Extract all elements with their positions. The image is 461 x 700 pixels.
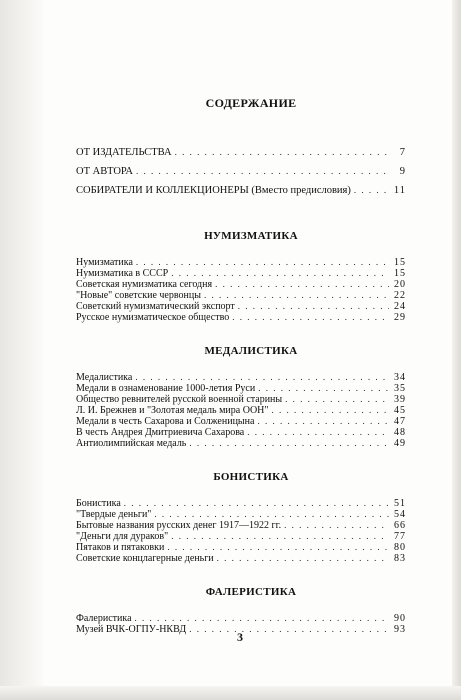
toc-entry-label: Медалистика	[76, 372, 133, 383]
page-edge	[452, 0, 461, 700]
dot-leader	[232, 312, 389, 323]
toc-entry-label: Л. И. Брежнев и "Золотая медаль мира ООН"	[76, 405, 269, 416]
section-entries	[76, 498, 406, 564]
toc-entry-label: В честь Андрея Дмитриевича Сахарова	[76, 427, 245, 438]
toc-entry-page: 48	[394, 427, 406, 438]
toc-entry-label: Музей ВЧК-ОГПУ-НКВД	[76, 624, 187, 635]
dot-leader	[135, 372, 389, 383]
toc-entry-page: 93	[394, 624, 406, 635]
toc-entry-label: Пятаков и пятаковки	[76, 542, 165, 553]
dot-leader	[215, 279, 389, 290]
toc-entry	[76, 531, 406, 542]
dot-leader	[189, 438, 389, 449]
dot-leader	[217, 553, 389, 564]
dot-leader	[247, 427, 389, 438]
toc-entry-label: "Деньги для дураков"	[76, 531, 169, 542]
toc-entry-label: Фалеристика	[76, 613, 132, 624]
toc-entry	[76, 290, 406, 301]
dot-leader	[171, 268, 389, 279]
toc-entry-page: 77	[394, 531, 406, 542]
toc-entry	[76, 257, 406, 268]
toc-entry	[76, 405, 406, 416]
dot-leader	[136, 257, 389, 268]
toc-entry	[76, 509, 406, 520]
toc-entry-label: Медали в ознаменование 1000-летия Руси	[76, 383, 256, 394]
toc-entry	[76, 542, 406, 553]
toc-title: СОДЕРЖАНИЕ	[205, 96, 297, 110]
dot-leader	[135, 613, 389, 624]
toc-entry-label: Антиолимпийская медаль	[76, 438, 187, 449]
toc-entry	[76, 383, 406, 394]
toc-entry-label: Русское нумизматическое общество	[76, 312, 230, 323]
toc-entry	[76, 372, 406, 383]
toc-entry-page: 15	[394, 268, 406, 279]
section-title: МЕДАЛИСТИКА	[204, 345, 298, 357]
toc-entry-label: Общество ревнителей русской военной старины	[76, 394, 283, 405]
section-title: ФАЛЕРИСТИКА	[205, 586, 297, 598]
book-spine-shadow	[0, 0, 44, 700]
toc-entry-page: 34	[394, 372, 406, 383]
toc-entry-page: 11	[393, 185, 406, 196]
toc-entry-page: 7	[399, 147, 406, 158]
toc-entry	[76, 162, 406, 181]
dot-leader	[154, 509, 389, 520]
toc-entry	[76, 416, 406, 427]
page-number: 3	[237, 630, 243, 644]
dot-leader	[258, 383, 389, 394]
toc-entry-page: 35	[394, 383, 406, 394]
toc-entry-page: 9	[399, 166, 406, 177]
dot-leader	[271, 405, 389, 416]
toc-entry	[76, 427, 406, 438]
toc-entry-label: Советские концлагерные деньги	[76, 553, 214, 564]
toc-entry	[76, 438, 406, 449]
toc-entry-page: 51	[394, 498, 406, 509]
toc-entry-page: 20	[394, 279, 406, 290]
toc-entry-page: 54	[394, 509, 406, 520]
table-of-contents	[76, 96, 406, 657]
toc-entry-label: ОТ ИЗДАТЕЛЬСТВА	[76, 147, 172, 158]
section-entries	[76, 257, 406, 323]
dot-leader	[124, 498, 389, 509]
dot-leader	[175, 143, 389, 162]
toc-entry	[76, 520, 406, 531]
toc-entry-label: ОТ АВТОРА	[76, 166, 134, 177]
toc-entry-page: 45	[394, 405, 406, 416]
toc-entry-page: 29	[394, 312, 406, 323]
section-title: НУМИЗМАТИКА	[204, 230, 298, 242]
toc-entry-page: 24	[394, 301, 406, 312]
toc-entry	[76, 553, 406, 564]
toc-entry-label: Советская нумизматика сегодня	[76, 279, 213, 290]
toc-entry	[76, 143, 406, 162]
toc-entry	[76, 301, 406, 312]
dot-leader	[238, 301, 389, 312]
dot-leader	[136, 162, 389, 181]
toc-entry-label: Бытовые названия русских денег 1917—1922 гг.	[76, 520, 282, 531]
toc-entry-page: 49	[394, 438, 406, 449]
toc-entry	[76, 268, 406, 279]
section-entries	[76, 372, 406, 449]
toc-entry	[76, 394, 406, 405]
page-bottom-edge	[0, 686, 461, 700]
toc-entry-page: 39	[394, 394, 406, 405]
toc-entry-page: 80	[394, 542, 406, 553]
dot-leader	[204, 290, 389, 301]
dot-leader	[167, 542, 389, 553]
toc-entry-page: 22	[394, 290, 406, 301]
toc-entry	[76, 498, 406, 509]
toc-entry-label: Советский нумизматический экспорт	[76, 301, 235, 312]
dot-leader	[257, 416, 389, 427]
dot-leader	[284, 520, 389, 531]
dot-leader	[171, 531, 389, 542]
dot-leader	[285, 394, 389, 405]
toc-entry-page: 15	[394, 257, 406, 268]
toc-entry	[76, 312, 406, 323]
toc-entry-label: СОБИРАТЕЛИ И КОЛЛЕКЦИОНЕРЫ (Вместо предисловия)	[76, 185, 351, 196]
toc-entry-page: 83	[394, 553, 406, 564]
toc-entry-label: Нумизматика в СССР	[76, 268, 169, 279]
toc-entry-page: 47	[394, 416, 406, 427]
toc-entry	[76, 279, 406, 290]
section-title: БОНИСТИКА	[213, 471, 289, 483]
toc-entry-label: Медали в честь Сахарова и Солженицына	[76, 416, 255, 427]
toc-entry-page: 90	[394, 613, 406, 624]
toc-entry	[76, 613, 406, 624]
dot-leader	[189, 624, 389, 635]
dot-leader	[354, 181, 389, 200]
front-matter-list	[76, 143, 406, 200]
toc-entry-label: "Твердые деньги"	[76, 509, 152, 520]
toc-entry-label: Нумизматика	[76, 257, 133, 268]
toc-entry-label: "Новые" советские червонцы	[76, 290, 201, 301]
toc-entry	[76, 181, 406, 200]
toc-entry-page: 66	[394, 520, 406, 531]
toc-entry-label: Бонистика	[76, 498, 121, 509]
